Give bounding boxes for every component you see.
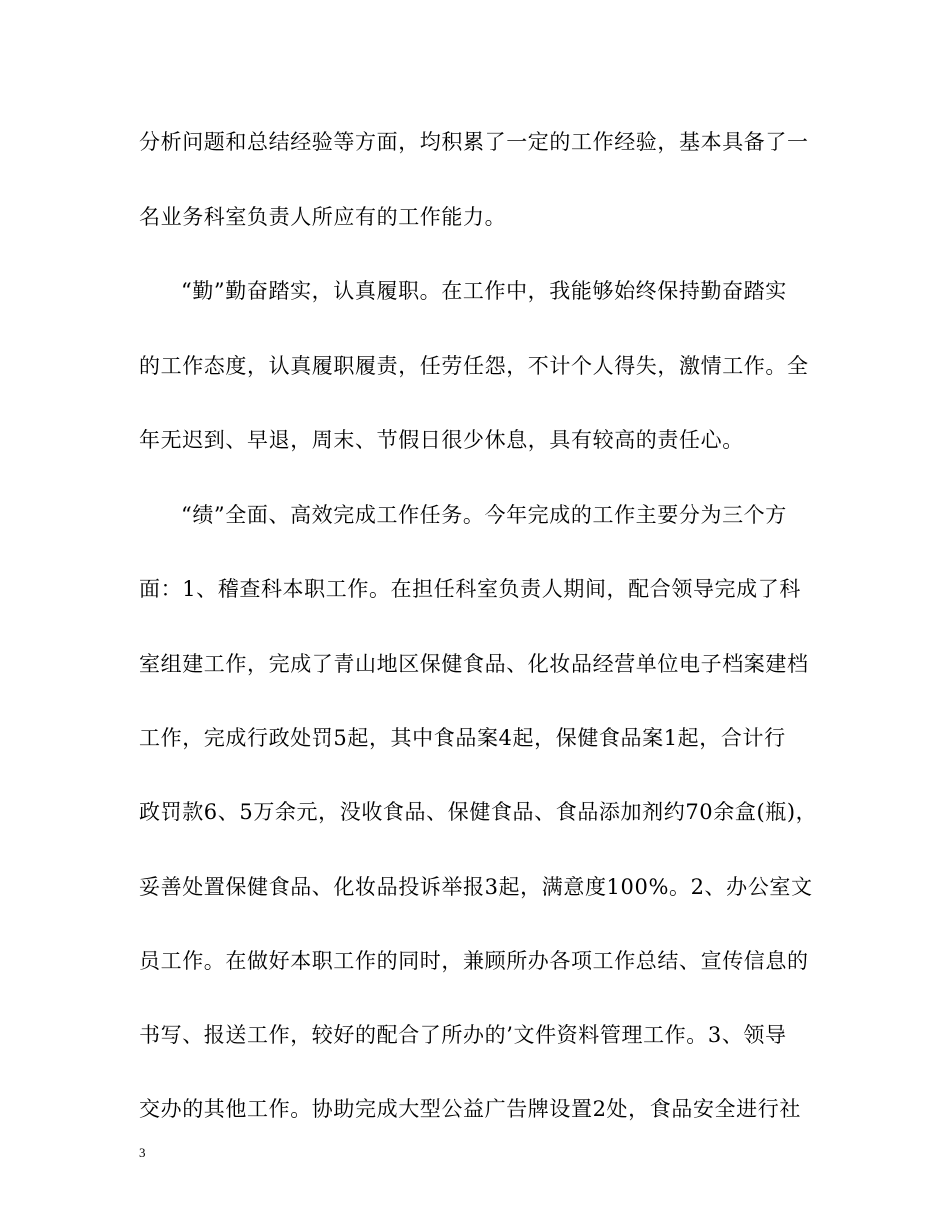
text-line-13: 书写、报送工作，较好的配合了所办的’文件资料管理工作。3、领导 xyxy=(139,1023,787,1047)
text-line-4: 的工作态度，认真履职履责，任劳任怨，不计个人得失，激情工作。全 xyxy=(139,354,809,378)
text-line-2: 名业务科室负责人所应有的工作能力。 xyxy=(139,205,507,229)
text-line-1: 分析问题和总结经验等方面，均积累了一定的工作经验，基本具备了一 xyxy=(139,130,809,154)
text-line-8: 室组建工作，完成了青山地区保健食品、化妆品经营单位电子档案建档 xyxy=(139,652,809,676)
text-line-11: 妥善处置保健食品、化妆品投诉举报3起，满意度100%。2、办公室文 xyxy=(139,875,813,899)
text-line-3: “勤”勤奋踏实，认真履职。在工作中，我能够始终保持勤奋踏实 xyxy=(181,279,787,303)
text-line-6: “绩”全面、高效完成工作任务。今年完成的工作主要分为三个方 xyxy=(181,503,787,527)
text-line-5: 年无迟到、早退，周末、节假日很少休息，具有较高的责任心。 xyxy=(139,428,744,452)
text-line-14: 交办的其他工作。协助完成大型公益广告牌设置2处，食品安全进行社 xyxy=(139,1097,801,1121)
text-line-9: 工作，完成行政处罚5起，其中食品案4起，保健食品案1起，合计行 xyxy=(139,726,786,750)
page-number: 3 xyxy=(139,1145,146,1160)
text-line-7: 面：1、稽查科本职工作。在担任科室负责人期间，配合领导完成了科 xyxy=(139,577,801,601)
text-line-10: 政罚款6、5万余元，没收食品、保健食品、食品添加剂约70余盒(瓶)， xyxy=(139,800,818,824)
text-line-12: 员工作。在做好本职工作的同时，兼顾所办各项工作总结、宣传信息的 xyxy=(139,949,809,973)
